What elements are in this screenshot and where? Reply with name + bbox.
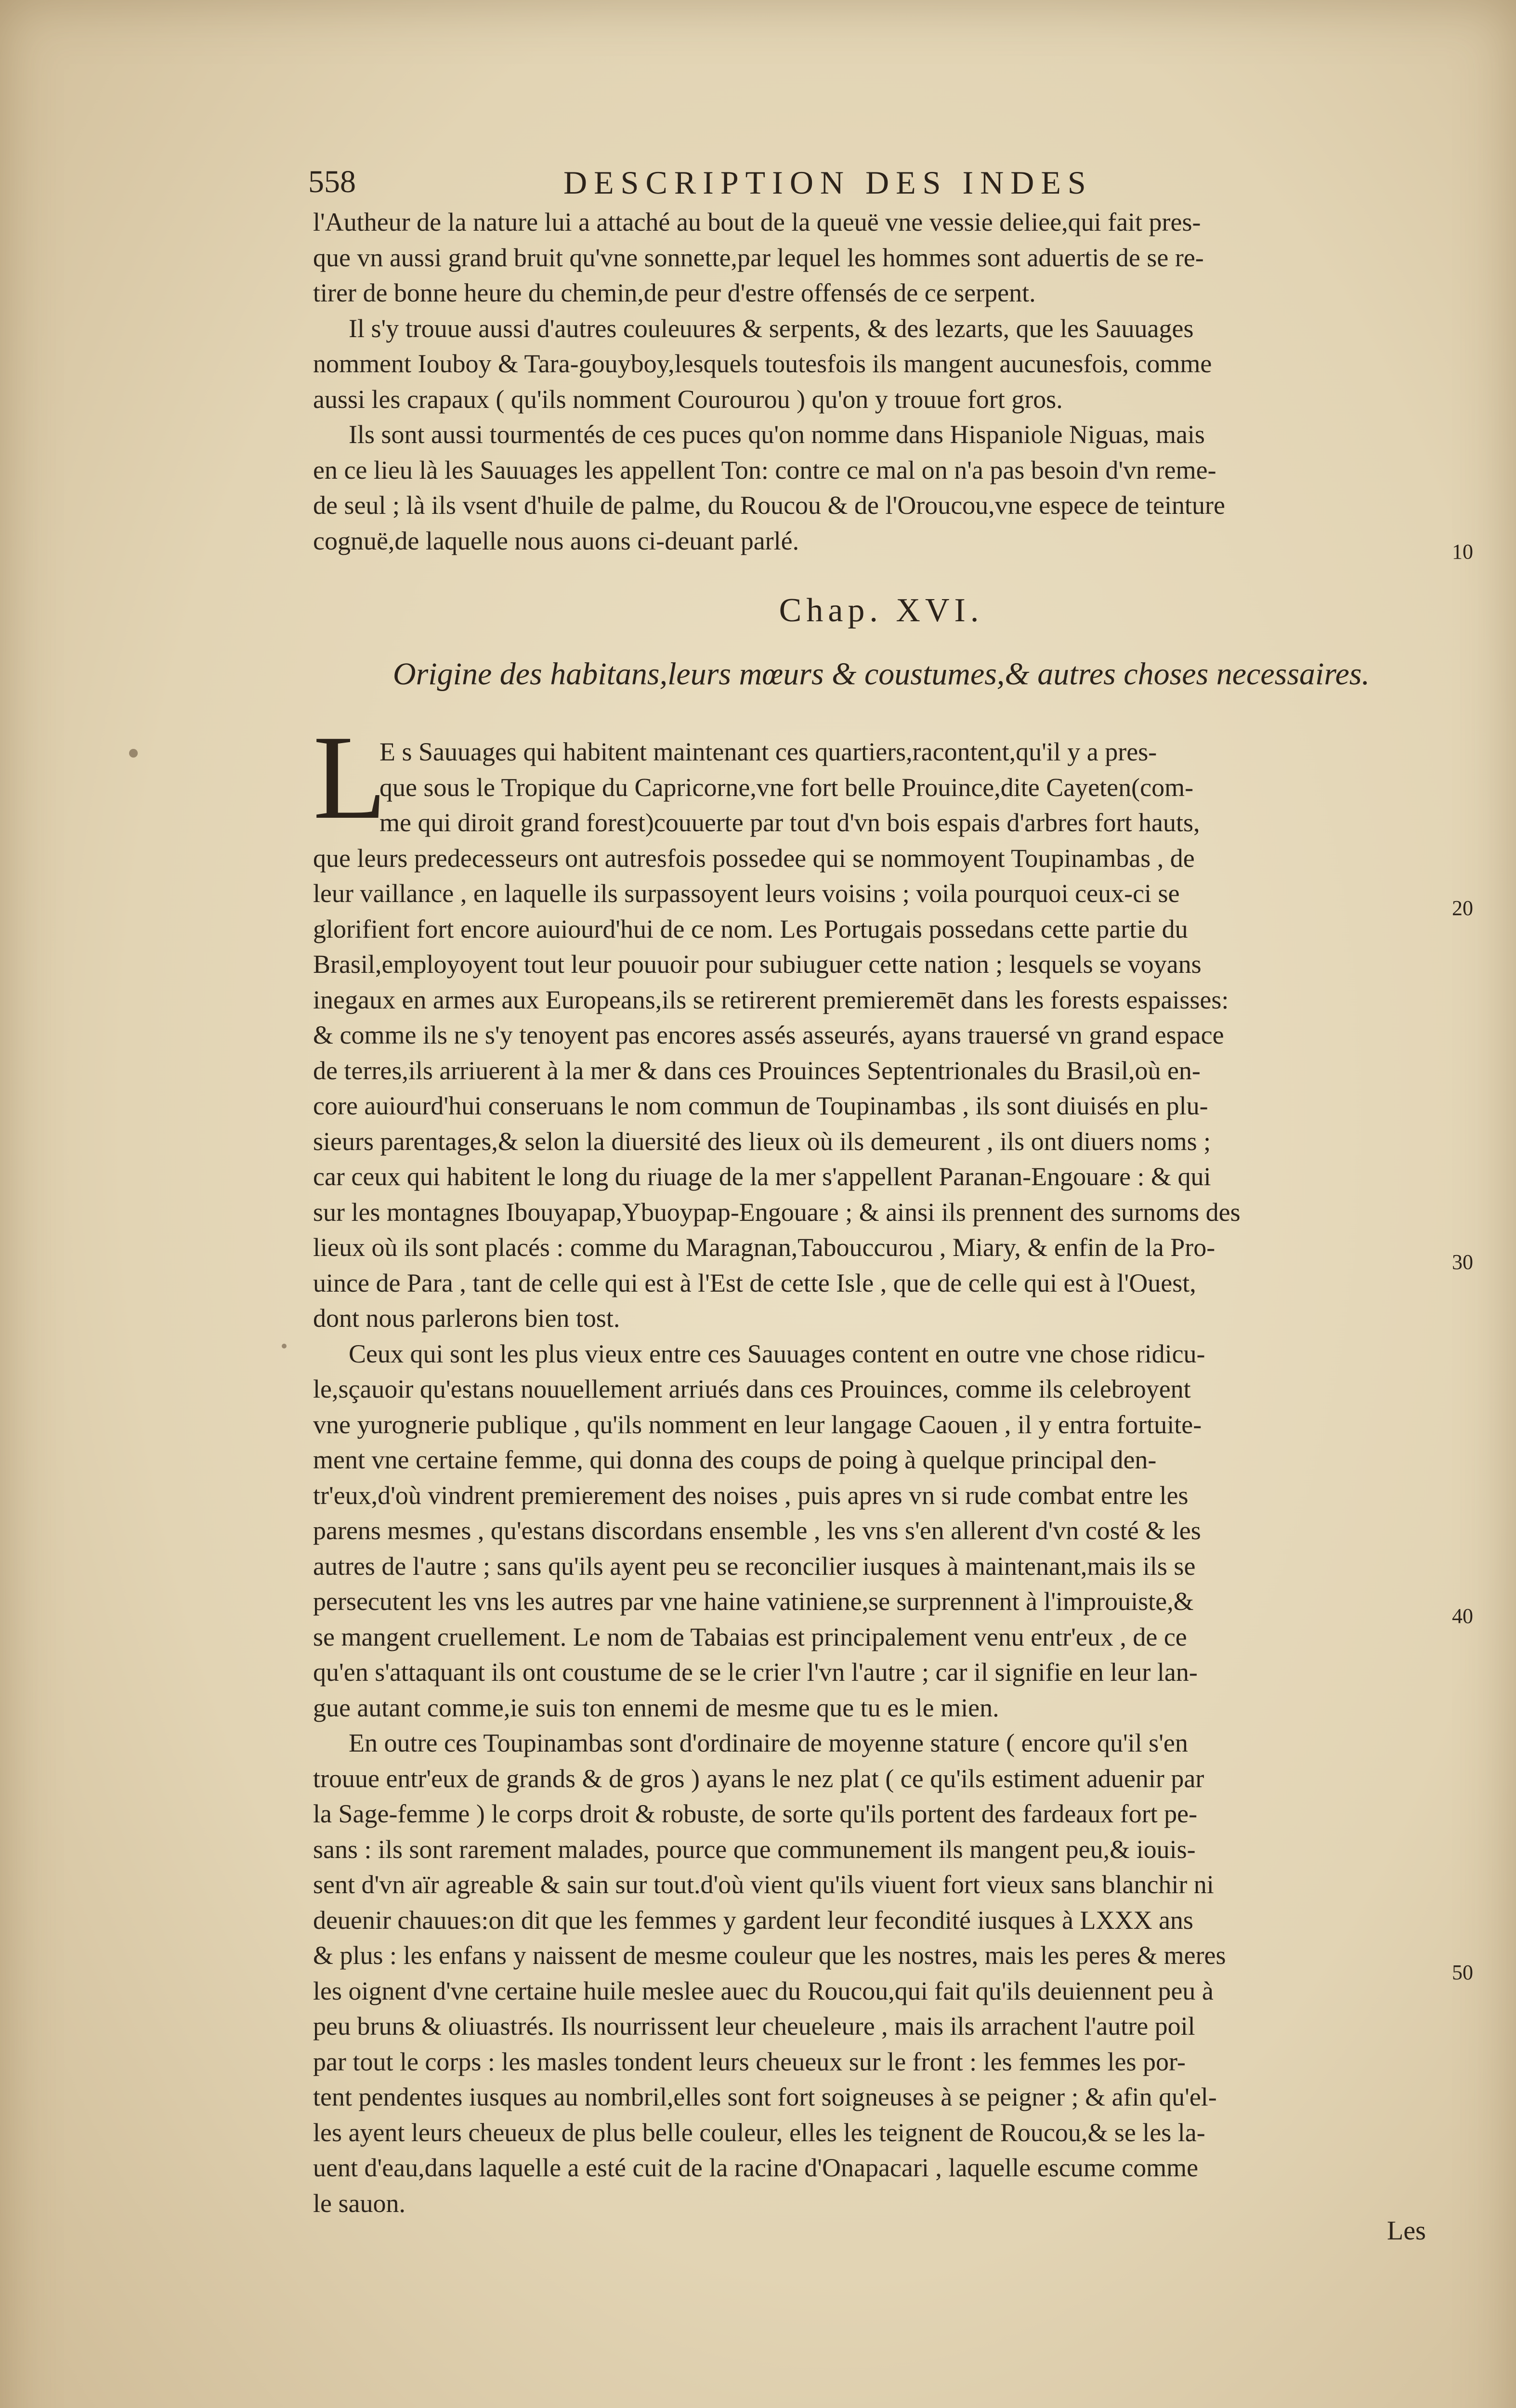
text-line: nomment Iouboy & Tara-gouyboy,lesquels toutesfois ils mangent aucunesfois, comme xyxy=(313,349,1212,378)
text-line: tent pendentes iusques au nombril,elles sont fort soigneuses à se peigner ; & afin qu'el- xyxy=(313,2082,1217,2111)
catchword: Les xyxy=(1387,2216,1426,2246)
text-line: par tout le corps : les masles tondent leurs cheueux sur le front : les femmes les por- xyxy=(313,2047,1186,2076)
text-line: dont nous parlerons bien tost. xyxy=(313,1304,620,1333)
text-line: Ils sont aussi tourmentés de ces puces qu'on nomme dans Hispaniole Niguas, mais xyxy=(349,420,1205,449)
margin-line-number: 50 xyxy=(1452,1961,1473,1984)
text-line: lieux où ils sont placés : comme du Maragnan,Tabouccurou , Miary, & enfin de la Pro- xyxy=(313,1233,1215,1262)
text-line: ment vne certaine femme, qui donna des coups de poing à quelque principal den- xyxy=(313,1445,1157,1474)
chapter-subtitle: Origine des habitans,leurs mœurs & coustumes,& autres choses necessaires. xyxy=(392,656,1370,692)
text-line: de terres,ils arriuerent à la mer & dans ces Prouinces Septentrionales du Brasil,où en- xyxy=(313,1056,1201,1085)
text-line: & comme ils ne s'y tenoyent pas encores assés asseurés, ayans trauersé vn grand espace xyxy=(313,1021,1224,1049)
margin-line-number: 10 xyxy=(1452,540,1473,563)
text-line: tirer de bonne heure du chemin,de peur d'estre offensés de ce serpent. xyxy=(313,278,1036,307)
paper-spot xyxy=(129,749,138,758)
text-line: cognuë,de laquelle nous auons ci-deuant parlé. xyxy=(313,526,799,555)
text-line: me qui diroit grand forest)couuerte par tout d'vn bois espais d'arbres fort hauts, xyxy=(379,808,1200,837)
text-line: En outre ces Toupinambas sont d'ordinaire de moyenne stature ( encore qu'il s'en xyxy=(349,1728,1188,1757)
text-line: la Sage-femme ) le corps droit & robuste, de sorte qu'ils portent des fardeaux fort pe- xyxy=(313,1799,1198,1828)
text-line: que leurs predecesseurs ont autresfois possedee qui se nommoyent Toupinambas , de xyxy=(313,843,1195,873)
text-line: leur vaillance , en laquelle ils surpassoyent leurs voisins ; voila pourquoi ceux-ci se xyxy=(313,879,1180,908)
text-line: persecutent les vns les autres par vne haine vatiniene,se surprennent à l'improuiste,& xyxy=(313,1587,1194,1616)
text-line: deuenir chauues:on dit que les femmes y gardent leur fecondité iusques à LXXX ans xyxy=(313,1905,1193,1935)
text-line: qu'en s'attaquant ils ont coustume de se le crier l'vn l'autre ; car il signifie en leur lan- xyxy=(313,1658,1198,1687)
text-block-1 xyxy=(313,205,1450,559)
text-line: core auiourd'hui conseruans le nom commun de Toupinambas , ils sont diuisés en plu- xyxy=(313,1091,1208,1120)
text-line: sieurs parentages,& selon la diuersité des lieux où ils demeurent , ils ont diuers noms ; xyxy=(313,1126,1211,1156)
text-line: trouue entr'eux de grands & de gros ) ayans le nez plat ( ce qu'ils estiment aduenir par xyxy=(313,1764,1204,1793)
text-line: parens mesmes , qu'estans discordans ensemble , les vns s'en allerent d'vn costé & les xyxy=(313,1516,1201,1545)
page-header xyxy=(308,164,1223,207)
paper-spot xyxy=(282,1344,287,1348)
text-line: sent d'vn aïr agreable & sain sur tout.d'où vient qu'ils viuent fort vieux sans blanchir ni xyxy=(313,1870,1214,1899)
text-line: uent d'eau,dans laquelle a esté cuit de la racine d'Onapacari , laquelle escume comme xyxy=(313,2153,1199,2182)
text-block-2 xyxy=(313,734,1450,2221)
margin-line-number: 30 xyxy=(1452,1250,1473,1274)
text-line: le sauon. xyxy=(313,2188,405,2218)
chapter-heading: Chap. XVI. xyxy=(779,592,984,629)
text-line: aussi les crapaux ( qu'ils nomment Courourou ) qu'on y trouue fort gros. xyxy=(313,384,1063,414)
text-line: uince de Para , tant de celle qui est à l'Est de cette Isle , que de celle qui est à l'Ouest, xyxy=(313,1268,1196,1297)
text-line: glorifient fort encore auiourd'hui de ce nom. Les Portugais possedans cette partie du xyxy=(313,914,1188,943)
text-line: en ce lieu là les Sauuages les appellent Ton: contre ce mal on n'a pas besoin d'vn reme- xyxy=(313,455,1216,484)
text-line: E s Sauuages qui habitent maintenant ces quartiers,racontent,qu'il y a pres- xyxy=(379,737,1157,766)
margin-line-number: 20 xyxy=(1452,896,1473,920)
text-line: Brasil,employoyent tout leur pouuoir pour subiuguer cette nation ; lesquels se voyans xyxy=(313,950,1202,979)
text-line: tr'eux,d'où vindrent premierement des noises , puis apres vn si rude combat entre les xyxy=(313,1480,1189,1510)
text-line: vne yurognerie publique , qu'ils nomment en leur langage Caouen , il y entra fortuite- xyxy=(313,1410,1202,1439)
text-line: le,sçauoir qu'estans nouuellement arriués dans ces Prouinces, comme ils celebroyent xyxy=(313,1374,1191,1403)
text-line: sans : ils sont rarement malades, pource que communement ils mangent peu,& iouis- xyxy=(313,1834,1196,1864)
text-line: sur les montagnes Ibouyapap,Ybuoypap-Engouare ; & ainsi ils prennent des surnoms des xyxy=(313,1197,1241,1227)
text-line: gue autant comme,ie suis ton ennemi de mesme que tu es le mien. xyxy=(313,1693,999,1722)
text-line: peu bruns & oliuastrés. Ils nourrissent leur cheueleure , mais ils arrachent l'autre poil xyxy=(313,2012,1195,2041)
text-line: les ayent leurs cheueux de plus belle couleur, elles les teignent de Roucou,& se les la- xyxy=(313,2118,1205,2147)
text-line: que vn aussi grand bruit qu'vne sonnette,par lequel les hommes sont aduertis de se re- xyxy=(313,243,1204,272)
text-line: car ceux qui habitent le long du riuage de la mer s'appellent Paranan-Engouare : & qui xyxy=(313,1162,1211,1191)
text-line: inegaux en armes aux Europeans,ils se retirerent premieremēt dans les forests espaisses: xyxy=(313,985,1229,1014)
margin-line-number: 40 xyxy=(1452,1604,1473,1628)
page-number: 558 xyxy=(308,164,356,199)
text-line: autres de l'autre ; sans qu'ils ayent peu se reconcilier iusques à maintenant,mais ils se xyxy=(313,1551,1196,1581)
drop-cap: L xyxy=(313,711,387,844)
text-line: de seul ; là ils vsent d'huile de palme, du Roucou & de l'Oroucou,vne espece de teinture xyxy=(313,491,1225,520)
running-title: DESCRIPTION DES INDES xyxy=(563,164,1093,201)
text-line: les oignent d'vne certaine huile meslee auec du Roucou,qui fait qu'ils deuiennent peu à xyxy=(313,1976,1214,2005)
text-line: se mangent cruellement. Le nom de Tabaias est principalement venu entr'eux , de ce xyxy=(313,1622,1187,1651)
text-line: Ceux qui sont les plus vieux entre ces Sauuages content en outre vne chose ridicu- xyxy=(349,1339,1205,1368)
text-line: l'Autheur de la nature lui a attaché au bout de la queuë vne vessie deliee,qui fait pres- xyxy=(313,208,1201,236)
text-line: que sous le Tropique du Capricorne,vne fort belle Prouince,dite Cayeten(com- xyxy=(379,772,1194,802)
text-line: & plus : les enfans y naissent de mesme couleur que les nostres, mais les peres & meres xyxy=(313,1941,1226,1970)
text-line: Il s'y trouue aussi d'autres couleuures & serpents, & des lezarts, que les Sauuages xyxy=(349,314,1194,343)
